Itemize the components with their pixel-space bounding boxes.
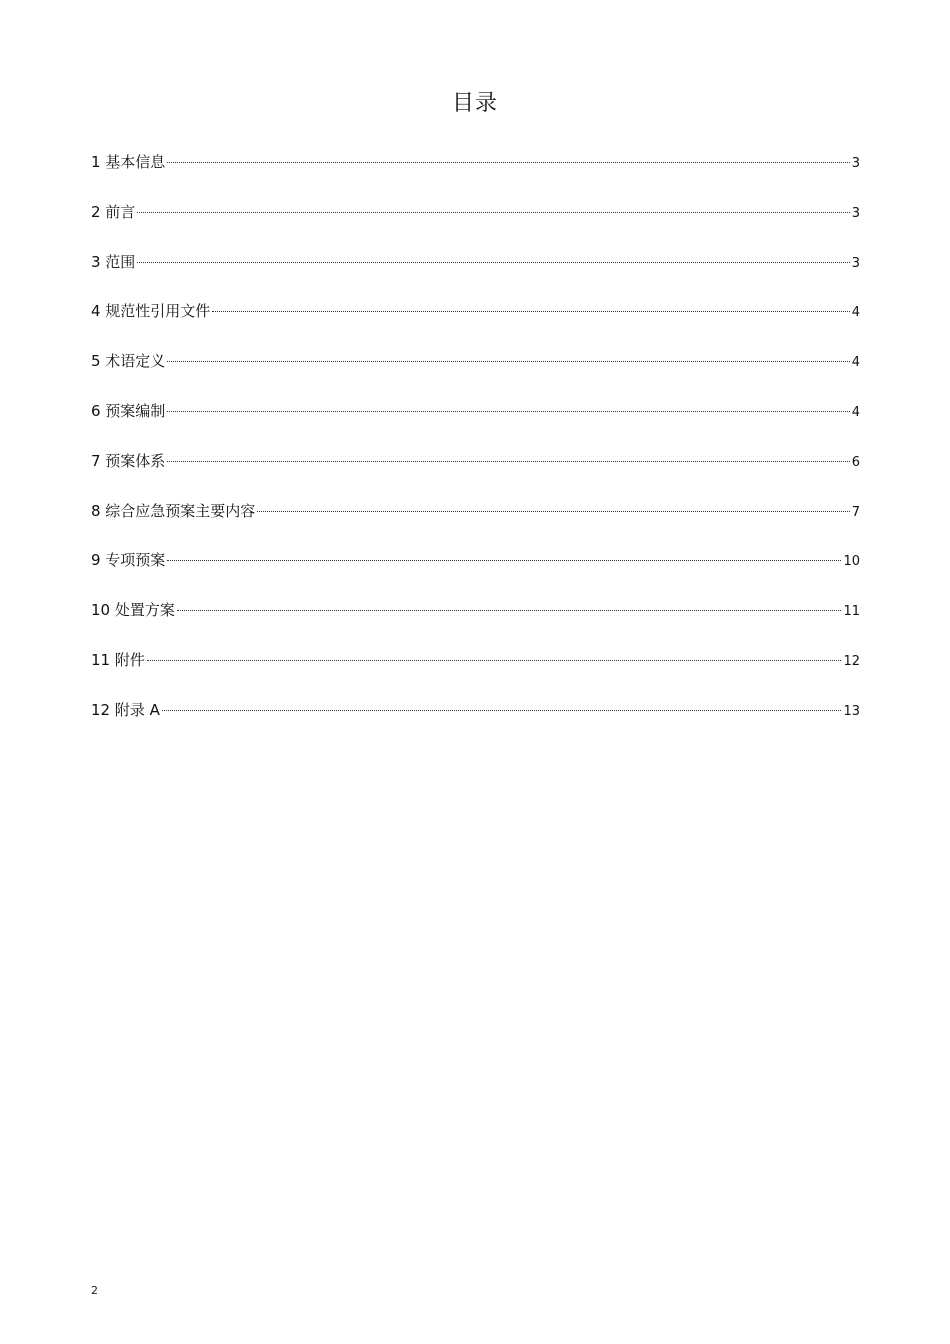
page-number: 2 xyxy=(91,1284,98,1297)
toc-entry-label: 3 范围 xyxy=(91,252,136,271)
toc-entry-label: 11 附件 xyxy=(91,650,145,669)
toc-entry-page: 4 xyxy=(851,404,860,420)
toc-entry[interactable] xyxy=(91,399,860,449)
toc-entry-label: 7 预案体系 xyxy=(91,451,166,470)
toc-entry-page: 3 xyxy=(851,255,860,271)
toc-dot-leader xyxy=(137,212,849,213)
toc-entry[interactable] xyxy=(91,499,860,549)
toc-dot-leader xyxy=(167,560,841,561)
toc-entry-page: 7 xyxy=(851,504,860,520)
toc-entry-page: 3 xyxy=(851,205,860,221)
toc-entry[interactable] xyxy=(91,698,860,748)
toc-entry-label: 10 处置方案 xyxy=(91,601,175,620)
toc-entry-page: 12 xyxy=(843,653,860,669)
toc-entry-page: 4 xyxy=(851,305,860,321)
toc-entry[interactable] xyxy=(91,250,860,300)
toc-entry[interactable] xyxy=(91,449,860,499)
toc-entry-page: 3 xyxy=(851,156,860,171)
toc-entry-page: 10 xyxy=(843,554,860,570)
toc-entry[interactable] xyxy=(91,648,860,698)
toc-entry-label: 8 综合应急预案主要内容 xyxy=(91,501,256,520)
toc-list xyxy=(91,150,860,748)
toc-dot-leader xyxy=(167,461,849,462)
toc-dot-leader xyxy=(137,262,849,263)
toc-entry-label: 1 基本信息 xyxy=(91,153,166,171)
toc-entry[interactable] xyxy=(91,349,860,399)
toc-dot-leader xyxy=(167,162,849,163)
toc-entry[interactable] xyxy=(91,299,860,349)
toc-entry-page: 6 xyxy=(851,454,860,470)
toc-entry-label: 5 术语定义 xyxy=(91,352,166,371)
toc-entry-page: 4 xyxy=(851,355,860,371)
toc-entry-label: 4 规范性引用文件 xyxy=(91,302,211,321)
toc-entry-page: 11 xyxy=(843,604,860,620)
toc-entry-label: 2 前言 xyxy=(91,202,136,221)
toc-entry[interactable] xyxy=(91,200,860,250)
toc-dot-leader xyxy=(257,511,849,512)
toc-entry-label: 6 预案编制 xyxy=(91,401,166,420)
toc-entry-label: 9 专项预案 xyxy=(91,551,166,570)
toc-dot-leader xyxy=(162,710,842,711)
toc-entry-page: 13 xyxy=(843,703,860,719)
toc-entry[interactable] xyxy=(91,598,860,648)
toc-dot-leader xyxy=(147,660,842,661)
toc-entry[interactable] xyxy=(91,548,860,598)
toc-dot-leader xyxy=(212,311,849,312)
toc-dot-leader xyxy=(167,411,849,412)
toc-entry[interactable] xyxy=(91,150,860,200)
toc-dot-leader xyxy=(177,610,842,611)
toc-entry-label: 12 附录 A xyxy=(91,700,160,719)
toc-dot-leader xyxy=(167,361,849,362)
toc-title: 目录 xyxy=(451,91,498,116)
